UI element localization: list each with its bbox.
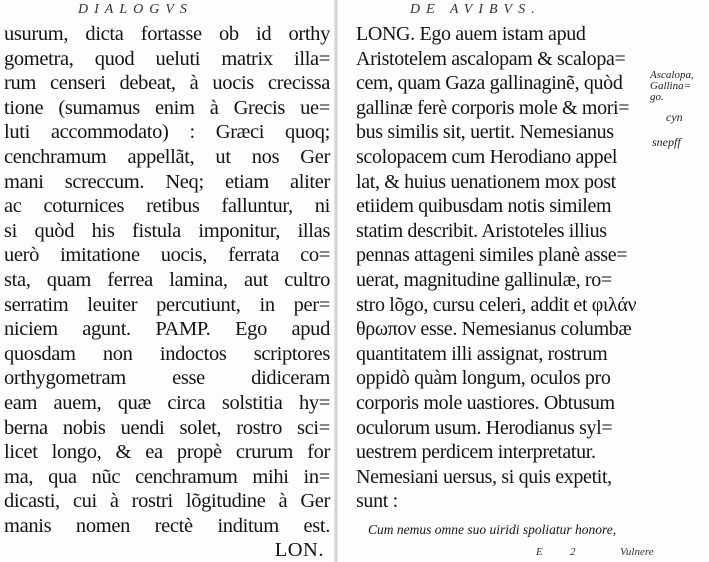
text-line: Nemesiani uersus, si quis expetit, [356, 465, 612, 488]
verse-line: Cum nemus omne suo uiridi spoliatur honore, [368, 522, 617, 537]
text-line: luti accommodato) : Græci quoq; [4, 121, 330, 144]
text-line: uestrem perdicem interpretatur. [356, 441, 596, 464]
running-header-left: DIALOGVS [78, 2, 193, 17]
text-line: Aristotelem ascalopam & scalopa= [356, 47, 626, 70]
text-line: sta, quam ferrea lamina, aut cultro [4, 268, 330, 291]
text-line: corporis mole uastiores. Obtusum [356, 391, 615, 414]
margin-note [650, 70, 694, 103]
left-page [0, 0, 336, 562]
signature-mark: E [536, 546, 543, 558]
text-line: θρωπον esse. Nemesianus columbæ [356, 318, 632, 341]
signature-mark: 2 [570, 546, 576, 558]
text-line: statim describit. Aristoteles illius [356, 219, 607, 242]
margin-note-line: go. [650, 91, 664, 103]
text-line: oculorum usum. Herodianus syl= [356, 416, 613, 439]
text-line: berna nobis uendi solet, rostro sci= [4, 416, 330, 439]
margin-note-line: snepff [652, 135, 681, 149]
text-line: ac coturnices retibus falluntur, ni [4, 195, 330, 218]
text-line: orthygometram esse didiceram [4, 367, 330, 390]
text-line: usurum, dicta fortasse ob id orthy [4, 23, 330, 45]
text-line: niciem agunt. PAMP. Ego apud [4, 318, 330, 341]
catchword: Vulnere [620, 546, 654, 558]
text-line: cenchramum appellãt, ut nos Ger [4, 145, 330, 168]
text-line: eam auem, quæ circa solstitia hy= [4, 391, 330, 414]
text-line: stro lõgo, cursu celeri, addit et φιλάν [356, 293, 637, 316]
text-line: scolopacem cum Herodiano appel [356, 145, 618, 168]
text-line: serratim leuiter percutiunt, in per= [4, 293, 330, 316]
text-line: oppidò quàm longum, oculos pro [356, 367, 611, 390]
text-line: uerò imitatione uocis, ferrata co= [4, 244, 330, 267]
text-line: si quòd his fistula imponitur, illas [4, 219, 330, 242]
text-line: bus similis sit, uertit. Nemesianus [356, 121, 614, 144]
right-text-block [356, 22, 656, 514]
text-line: dicasti, cui à rostri lõgitudine à Ger [4, 490, 330, 513]
text-line: tione (sumamus enim à Grecis ue= [4, 96, 330, 119]
text-line: quantitatem illi assignat, rostrum [356, 342, 608, 365]
text-line: gometra, quod ueluti matrix illa= [4, 47, 330, 70]
text-line: sunt : [356, 490, 398, 513]
left-text-block [4, 22, 330, 562]
text-line: etiidem quibusdam notis similem [356, 195, 612, 218]
running-header-right: DE AVIBVS. [410, 2, 541, 17]
text-line: gallinæ ferè corporis mole & mori= [356, 96, 630, 119]
text-line: mani screccum. Neq; etiam aliter [4, 170, 330, 193]
catchword: LON. [274, 539, 324, 562]
margin-note [652, 112, 683, 148]
text-line: rum censeri debeat, à uocis crecissa [4, 72, 330, 95]
text-line: LONG. Ego auem istam apud [356, 23, 586, 45]
margin-note-line: cyn [666, 110, 683, 124]
text-line: cem, quam Gaza gallinaginẽ, quòd [356, 72, 623, 95]
margin-note-line: Ascalopa, [650, 69, 694, 81]
text-line: ma, qua nũc cenchramum mihi in= [4, 465, 330, 488]
text-line: lat, & huius uenationem mox post [356, 170, 616, 193]
text-line: licet longo, & ea propè crurum for [4, 441, 330, 464]
text-line: manis nomen rectè inditum est. [4, 514, 330, 537]
text-line: pennas attageni similes planè asse= [356, 244, 628, 267]
text-line: uerat, magnitudine gallinulæ, ro= [356, 268, 612, 291]
margin-note-line: Gallina= [650, 80, 692, 92]
text-line: quosdam non indoctos scriptores [4, 342, 330, 365]
